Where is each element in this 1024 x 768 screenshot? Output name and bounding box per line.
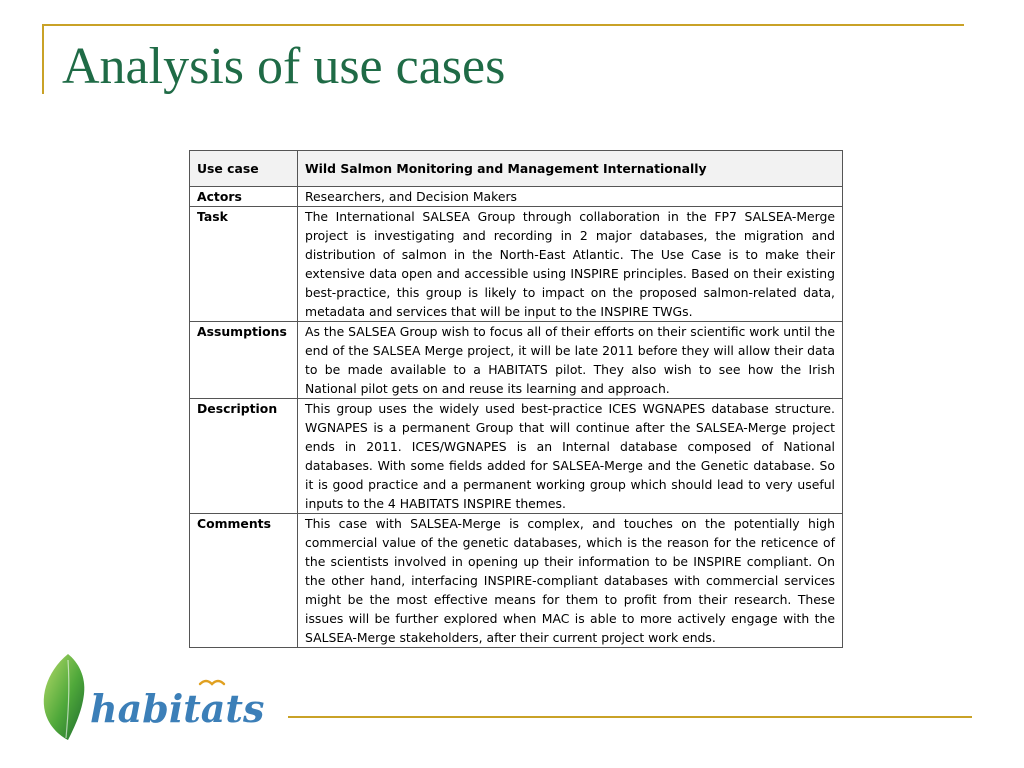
- table-row: [190, 207, 843, 322]
- row-value-comments: This case with SALSEA-Merge is complex, and touches on the potentially high commercial value of the genetic databases, which is the reason for the reticence of the scientists involved in opening up their information to be INSPIRE compliant. On the other hand, interfacing INSPIRE-compliant databases with commercial services might be the most effective means for them to profit from their research. These issues will be further explored when MAC is able to more actively engage with the SALSEA-Merge stakeholders, after their current project work ends.: [298, 514, 843, 648]
- logo-wordmark: habitats: [90, 686, 265, 731]
- bird-icon: [200, 681, 224, 684]
- row-label-actors: Actors: [190, 187, 298, 207]
- row-value-actors: Researchers, and Decision Makers: [298, 187, 843, 207]
- header-label: Use case: [190, 151, 298, 187]
- row-label-comments: Comments: [190, 514, 298, 648]
- top-frame-line: [42, 24, 964, 26]
- row-value-task: The International SALSEA Group through collaboration in the FP7 SALSEA-Merge project is investigating and recording in 2 major databases, the migration and distribution of salmon in the North-East Atlantic. The Use Case is to make their extensive data open and accessible using INSPIRE principles. Based on their existing best-practice, this group is likely to impact on the proposed salmon-related data, metadata and services that will be input to the INSPIRE TWGs.: [298, 207, 843, 322]
- row-label-assumptions: Assumptions: [190, 322, 298, 399]
- table-row: [190, 187, 843, 207]
- table-row: [190, 399, 843, 514]
- row-label-description: Description: [190, 399, 298, 514]
- row-label-task: Task: [190, 207, 298, 322]
- left-frame-line: [42, 24, 44, 94]
- row-value-description: This group uses the widely used best-practice ICES WGNAPES database structure. WGNAPES is a permanent Group that will continue after the SALSEA-Merge project ends in 2011. ICES/WGNAPES is an Internal database composed of National databases. With some fields added for SALSEA-Merge and the Genetic database. So it is good practice and a permanent working group which should lead to very useful inputs to the 4 HABITATS INSPIRE themes.: [298, 399, 843, 514]
- table-row: [190, 322, 843, 399]
- habitats-logo: [38, 650, 278, 745]
- table-header-row: [190, 151, 843, 187]
- header-value: Wild Salmon Monitoring and Management Internationally: [298, 151, 843, 187]
- row-value-assumptions: As the SALSEA Group wish to focus all of their efforts on their scientific work until the end of the SALSEA Merge project, it will be late 2011 before they will allow their data to be made available to a HABITATS pilot. They also wish to see how the Irish National pilot gets on and reuse its learning and approach.: [298, 322, 843, 399]
- use-case-table: [189, 150, 843, 648]
- slide-title: Analysis of use cases: [62, 38, 506, 95]
- bottom-rule-line: [288, 716, 972, 718]
- leaf-icon: [44, 654, 85, 740]
- table-row: [190, 514, 843, 648]
